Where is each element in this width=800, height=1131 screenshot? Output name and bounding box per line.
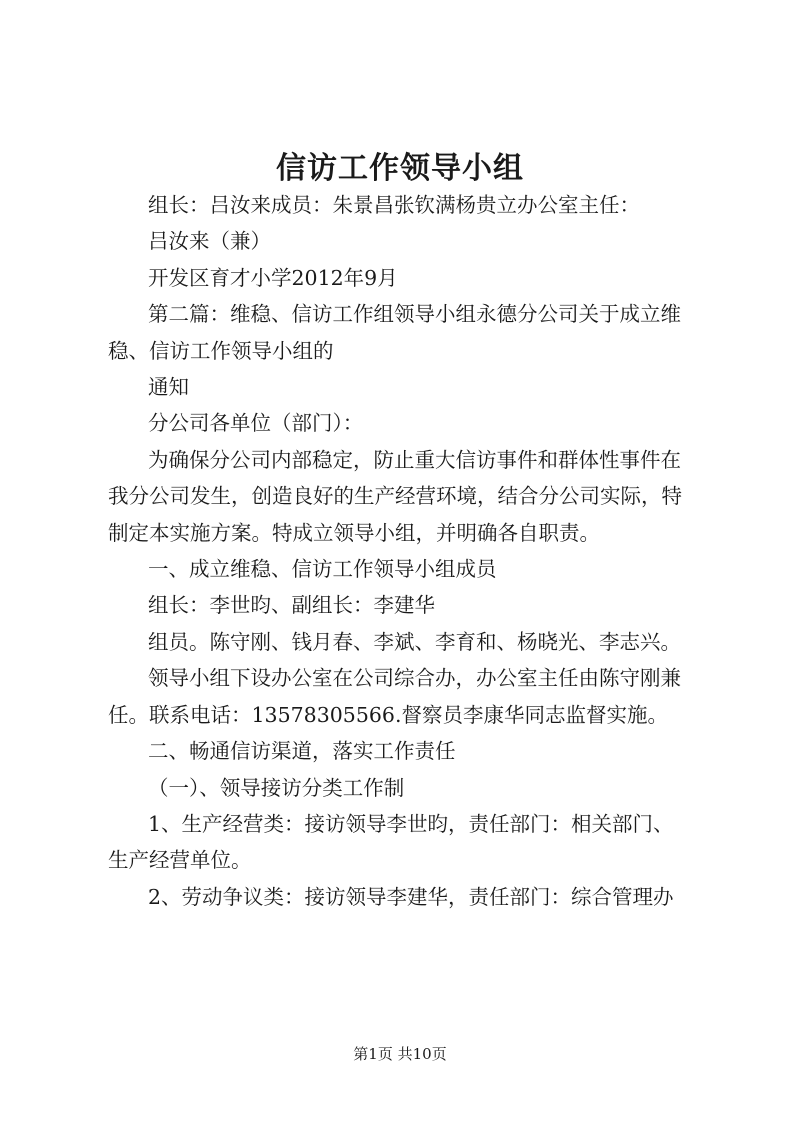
body-line: 组长：李世昀、副组长：李建华 [148, 593, 435, 618]
body-line: 组员。陈守刚、钱月春、李斌、李育和、杨晓光、李志兴。 [148, 629, 681, 654]
body-line: （一）、领导接访分类工作制 [148, 775, 405, 800]
body-line: 通知 [148, 375, 189, 400]
page-footer: 第1页 共10页 [353, 1045, 447, 1063]
body-line: 分公司各单位（部门）： [148, 411, 364, 436]
body-line: 2、劳动争议类：接访领导李建华，责任部门：综合管理办 [148, 884, 674, 909]
body-line: 第二篇：维稳、信访工作组领导小组永德分公司关于成立维 [148, 302, 681, 327]
body-line: 我分公司发生，创造良好的生产经营环境，结合分公司实际，特 [108, 484, 682, 509]
body-line: 为确保分公司内部稳定，防止重大信访事件和群体性事件在 [148, 447, 681, 472]
body-line: 稳、信访工作领导小组的 [108, 338, 334, 363]
document-body [108, 187, 708, 915]
body-line: 开发区育才小学2012年9月 [148, 265, 398, 290]
body-line: 吕汝来（兼） [148, 229, 271, 254]
document-title: 信访工作领导小组 [276, 151, 524, 186]
body-line: 任。联系电话：13578305566.督察员李康华同志监督实施。 [108, 702, 668, 727]
body-line: 1、生产经营类：接访领导李世昀，责任部门：相关部门、 [148, 811, 674, 836]
body-line: 一、成立维稳、信访工作领导小组成员 [148, 557, 497, 582]
body-line: 生产经营单位。 [108, 848, 252, 873]
body-line: 组长：吕汝来成员：朱景昌张钦满杨贵立办公室主任： [148, 193, 640, 217]
body-line: 二、畅通信访渠道，落实工作责任 [148, 739, 456, 764]
body-line: 制定本实施方案。特成立领导小组，并明确各自职责。 [108, 520, 600, 545]
body-line: 领导小组下设办公室在公司综合办，办公室主任由陈守刚兼 [148, 666, 681, 691]
